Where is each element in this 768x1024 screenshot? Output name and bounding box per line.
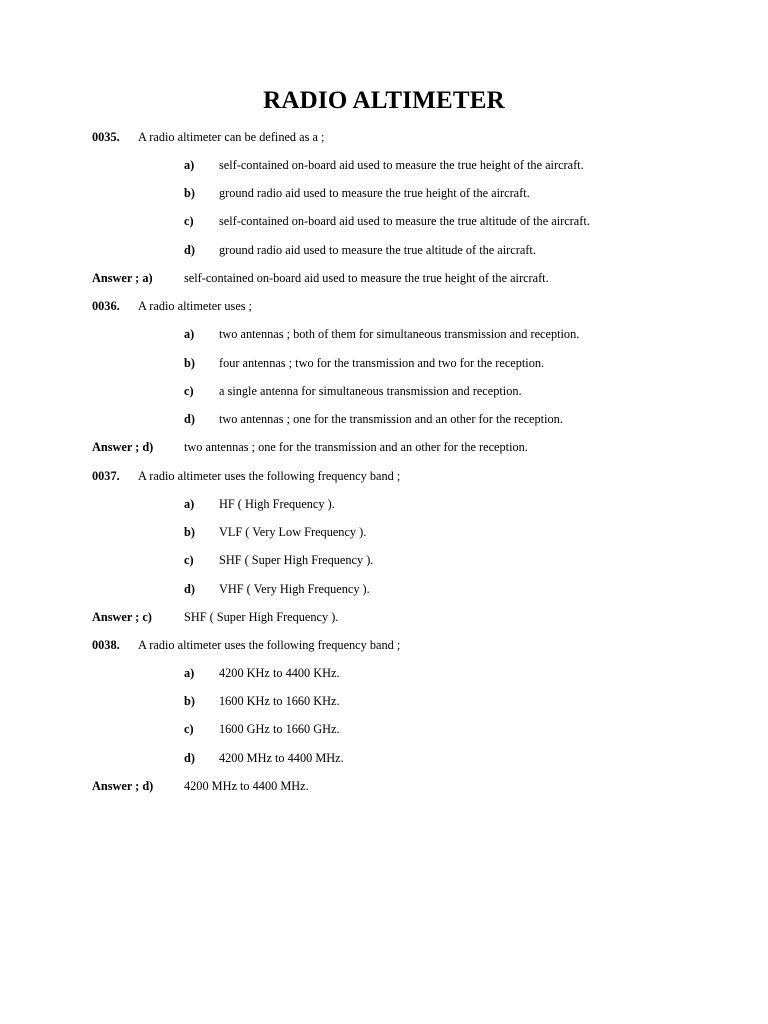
option-letter: b) [184,525,195,539]
option-letter: c) [184,214,194,228]
option-item [0,579,768,599]
option-letter: c) [184,553,194,567]
option-text: ground radio aid used to measure the true height of the aircraft. [219,186,530,200]
option-text: four antennas ; two for the transmission and two for the reception. [219,356,545,370]
option-letter: c) [184,384,194,398]
answer-text: self-contained on-board aid used to measure the true height of the aircraft. [184,271,549,285]
option-letter: d) [184,751,195,765]
option-text: two antennas ; one for the transmission and an other for the reception. [219,412,563,426]
question-text: A radio altimeter can be defined as a ; [138,130,325,144]
option-text: 4200 KHz to 4400 KHz. [219,666,340,680]
option-text: HF ( High Frequency ). [219,497,335,511]
option-item [0,748,768,768]
question-text: A radio altimeter uses ; [138,299,253,313]
answer-label: Answer ; d) [92,779,154,793]
option-item [0,155,768,175]
option-item [0,550,768,570]
option-text: self-contained on-board aid used to measure the true altitude of the aircraft. [219,214,590,228]
answer-line [0,437,768,457]
answer-text: SHF ( Super High Frequency ). [184,610,339,624]
question-number: 0036. [92,299,120,313]
option-item [0,324,768,344]
answer-text: 4200 MHz to 4400 MHz. [184,779,309,793]
option-text: a single antenna for simultaneous transmission and reception. [219,384,522,398]
option-text: 1600 KHz to 1660 KHz. [219,694,340,708]
option-item [0,211,768,231]
option-text: VLF ( Very Low Frequency ). [219,525,367,539]
answer-label: Answer ; a) [92,271,153,285]
option-item [0,522,768,542]
option-item [0,381,768,401]
question-number: 0037. [92,469,120,483]
question-number: 0035. [92,130,120,144]
option-letter: d) [184,243,195,257]
option-letter: b) [184,694,195,708]
question-text: A radio altimeter uses the following frequency band ; [138,638,401,652]
option-item [0,409,768,429]
question-0037 [0,466,768,486]
option-letter: d) [184,582,195,596]
answer-label: Answer ; c) [92,610,152,624]
option-text: SHF ( Super High Frequency ). [219,553,374,567]
option-letter: b) [184,186,195,200]
answer-text: two antennas ; one for the transmission and an other for the reception. [184,440,528,454]
option-letter: a) [184,158,195,172]
option-item [0,494,768,514]
option-item [0,240,768,260]
question-text: A radio altimeter uses the following frequency band ; [138,469,401,483]
option-text: 1600 GHz to 1660 GHz. [219,722,340,736]
option-text: ground radio aid used to measure the true altitude of the aircraft. [219,243,536,257]
option-item [0,663,768,683]
answer-line [0,268,768,288]
option-item [0,183,768,203]
option-text: two antennas ; both of them for simultaneous transmission and reception. [219,327,580,341]
option-letter: a) [184,327,195,341]
question-0035 [0,127,768,147]
option-letter: b) [184,356,195,370]
page-title: RADIO ALTIMETER [263,87,505,114]
answer-line [0,776,768,796]
option-text: VHF ( Very High Frequency ). [219,582,370,596]
option-letter: a) [184,497,195,511]
option-letter: a) [184,666,195,680]
option-letter: d) [184,412,195,426]
option-letter: c) [184,722,194,736]
answer-line [0,607,768,627]
option-text: self-contained on-board aid used to measure the true height of the aircraft. [219,158,584,172]
option-item [0,353,768,373]
question-0036 [0,296,768,316]
option-item [0,719,768,739]
question-0038 [0,635,768,655]
option-text: 4200 MHz to 4400 MHz. [219,751,344,765]
question-number: 0038. [92,638,120,652]
option-item [0,691,768,711]
answer-label: Answer ; d) [92,440,154,454]
